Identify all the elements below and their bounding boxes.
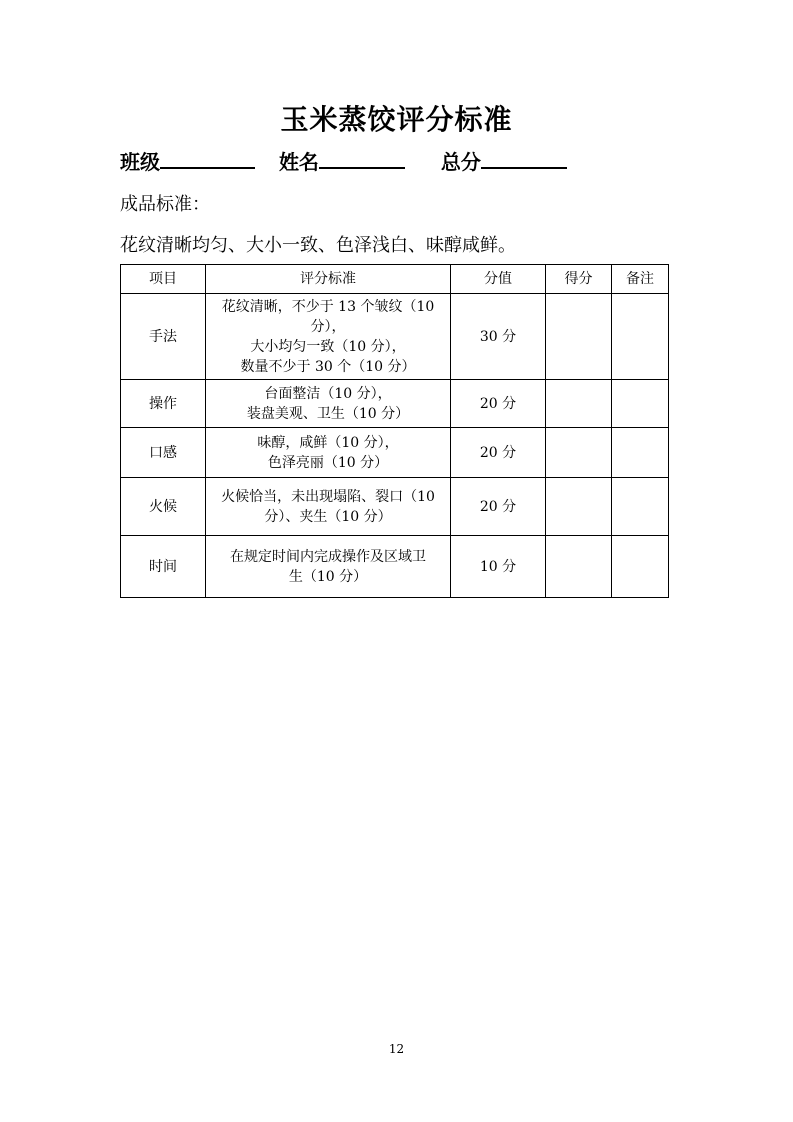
row-item: 操作 [121,380,206,428]
header-item: 项目 [121,265,206,294]
row-criteria [206,536,451,598]
class-label: 班级 [120,150,160,174]
criteria-line: 味醇，咸鲜（10 分）， [257,434,399,451]
row-item: 口感 [121,428,206,478]
criteria-line: 在规定时间内完成操作及区域卫 [230,548,426,565]
total-label: 总分 [440,150,481,174]
header-criteria: 评分标准 [206,265,451,294]
row-points: 20 分 [451,428,546,478]
row-item: 火候 [121,478,206,536]
criteria-line: 装盘美观、卫生（10 分） [246,405,410,422]
header-note: 备注 [612,265,669,294]
criteria-line: 台面整洁（10 分）， [264,385,392,402]
row-points: 10 分 [451,536,546,598]
row-item: 手法 [121,294,206,380]
criteria-line: 火候恰当，未出现塌陷、裂口（10 [221,488,435,505]
class-blank [160,147,255,169]
criteria-line: 数量不少于 30 个（10 分） [240,358,416,375]
row-criteria [206,380,451,428]
table-row [121,428,669,478]
row-note[interactable] [612,380,669,428]
row-criteria [206,478,451,536]
row-score[interactable] [546,478,612,536]
row-note[interactable] [612,478,669,536]
row-points: 20 分 [451,478,546,536]
row-item: 时间 [121,536,206,598]
table-row [121,478,669,536]
row-note[interactable] [612,294,669,380]
table-header-row [121,265,669,294]
info-line [120,146,567,175]
row-score[interactable] [546,536,612,598]
header-points: 分值 [451,265,546,294]
table-row [121,380,669,428]
row-score[interactable] [546,294,612,380]
row-note[interactable] [612,536,669,598]
page-number: 12 [388,1042,405,1056]
criteria-line: 生（10 分） [288,568,368,585]
total-blank [481,147,567,169]
page-title: 玉米蒸饺评分标准 [280,103,513,136]
standard-text: 花纹清晰均匀、大小一致、色泽浅白、味醇咸鲜。 [120,235,516,256]
criteria-line: 色泽亮丽（10 分） [267,454,389,471]
row-note[interactable] [612,428,669,478]
name-blank [319,147,405,169]
table-row [121,294,669,380]
row-criteria [206,294,451,380]
header-score: 得分 [546,265,612,294]
row-points: 30 分 [451,294,546,380]
row-score[interactable] [546,380,612,428]
row-criteria [206,428,451,478]
criteria-line: 花纹清晰，不少于 13 个皱纹（10 [221,298,435,315]
standard-label: 成品标准： [120,194,210,215]
table-row [121,536,669,598]
score-table [120,264,669,598]
row-points: 20 分 [451,380,546,428]
criteria-line: 大小均匀一致（10 分）， [250,338,406,355]
row-score[interactable] [546,428,612,478]
criteria-line: 分）、夹生（10 分） [264,508,392,525]
criteria-line: 分）， [310,318,346,335]
name-label: 姓名 [278,150,319,174]
